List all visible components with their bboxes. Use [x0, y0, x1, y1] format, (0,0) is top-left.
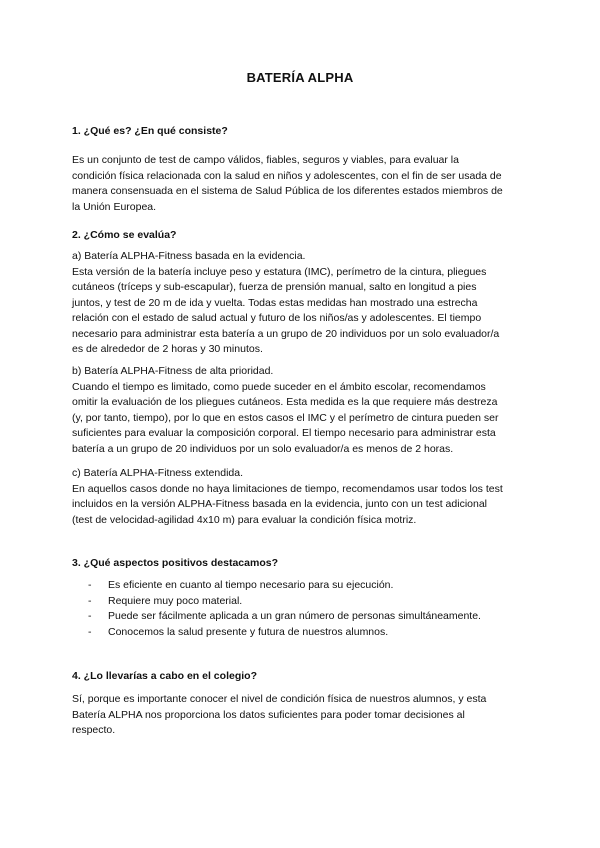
bullet-marker: -	[88, 579, 92, 591]
text-line: omitir la evaluación de los pliegues cutáneos. Esta medida es la que requiere más destreza	[72, 396, 498, 408]
text-line: suficientes para evaluar la composición corporal. El tiempo necesario para administrar esta	[72, 427, 496, 439]
text-line: incluidos en la versión ALPHA-Fitness basada en la evidencia, junto con un test adicional	[72, 498, 488, 510]
list-item-text: Requiere muy poco material.	[108, 594, 243, 607]
section-2-heading: 2. ¿Cómo se evalúa?	[72, 229, 177, 241]
text-line: es de alrededor de 2 horas y 30 minutos.	[72, 343, 263, 355]
section-2c-paragraph	[72, 466, 542, 528]
list-item-text: Conocemos la salud presente y futura de nuestros alumnos.	[108, 625, 389, 638]
text-line: Esta versión de la batería incluye peso y estatura (IMC), perímetro de la cintura, pliegues	[72, 265, 487, 278]
section-4-heading: 4. ¿Lo llevarías a cabo en el colegio?	[72, 670, 257, 682]
text-line: juntos, y test de 20 m de ida y vuelta. Todas estas medidas han mostrado una estrecha	[72, 296, 478, 309]
document-title: BATERÍA ALPHA	[246, 70, 354, 85]
text-line: respecto.	[72, 724, 116, 736]
list-item	[88, 594, 538, 610]
positive-aspects-list	[88, 578, 538, 640]
text-line: relación con el estado de salud actual y futuro de los niños/as y adolescentes. El tiempo	[72, 312, 482, 324]
text-line: En aquellos casos donde no haya limitaciones de tiempo, recomendamos usar todos los test	[72, 482, 503, 495]
bullet-marker: -	[88, 594, 92, 607]
text-line: Sí, porque es importante conocer el nivel de condición física de nuestros alumnos, y esta	[72, 693, 487, 705]
bullet-marker: -	[88, 625, 92, 638]
text-line: condición física relacionada con la salud en niños y adolescentes, con el fin de ser usada de	[72, 169, 502, 182]
text-line: Batería ALPHA nos proporciona los datos suficientes para poder tomar decisiones al	[72, 708, 465, 721]
list-item	[88, 625, 538, 641]
text-line: b) Batería ALPHA-Fitness de alta prioridad.	[72, 365, 274, 377]
text-line: Es un conjunto de test de campo válidos, fiables, seguros y viables, para evaluar la	[72, 154, 459, 166]
section-2b-paragraph	[72, 364, 542, 457]
text-line: c) Batería ALPHA-Fitness extendida.	[72, 467, 243, 479]
list-item	[88, 609, 538, 625]
text-line: batería a un grupo de 20 individuos por un solo evaluador/a es menos de 2 horas.	[72, 442, 454, 455]
list-item-text: Es eficiente en cuanto al tiempo necesario para su ejecución.	[108, 579, 394, 591]
text-line: la Unión Europea.	[72, 200, 157, 213]
text-line: (test de velocidad-agilidad 4x10 m) para evaluar la condición física motriz.	[72, 513, 417, 526]
text-line: Cuando el tiempo es limitado, como puede suceder en el ámbito escolar, recomendamos	[72, 380, 486, 393]
bullet-marker: -	[88, 610, 92, 622]
section-4-paragraph	[72, 692, 542, 739]
text-line: a) Batería ALPHA-Fitness basada en la evidencia.	[72, 250, 306, 262]
section-3-heading: 3. ¿Qué aspectos positivos destacamos?	[72, 557, 278, 569]
list-item	[88, 578, 538, 594]
text-line: (y, por tanto, tiempo), por lo que en estos casos el IMC y el perímetro de cintura pueden ser	[72, 411, 499, 424]
section-1-heading: 1. ¿Qué es? ¿En qué consiste?	[72, 125, 228, 137]
text-line: necesario para administrar esta batería a un grupo de 20 individuos por un solo evaluador/a	[72, 327, 500, 340]
section-2a-paragraph	[72, 249, 542, 358]
section-1-paragraph	[72, 153, 542, 215]
text-line: manera consensuada en el sistema de Salud Pública de los diferentes estados miembros de	[72, 185, 503, 197]
text-line: cutáneos (tríceps y sub-escapular), fuerza de prensión manual, salto en longitud a pies	[72, 281, 477, 293]
list-item-text: Puede ser fácilmente aplicada a un gran número de personas simultáneamente.	[108, 610, 481, 622]
